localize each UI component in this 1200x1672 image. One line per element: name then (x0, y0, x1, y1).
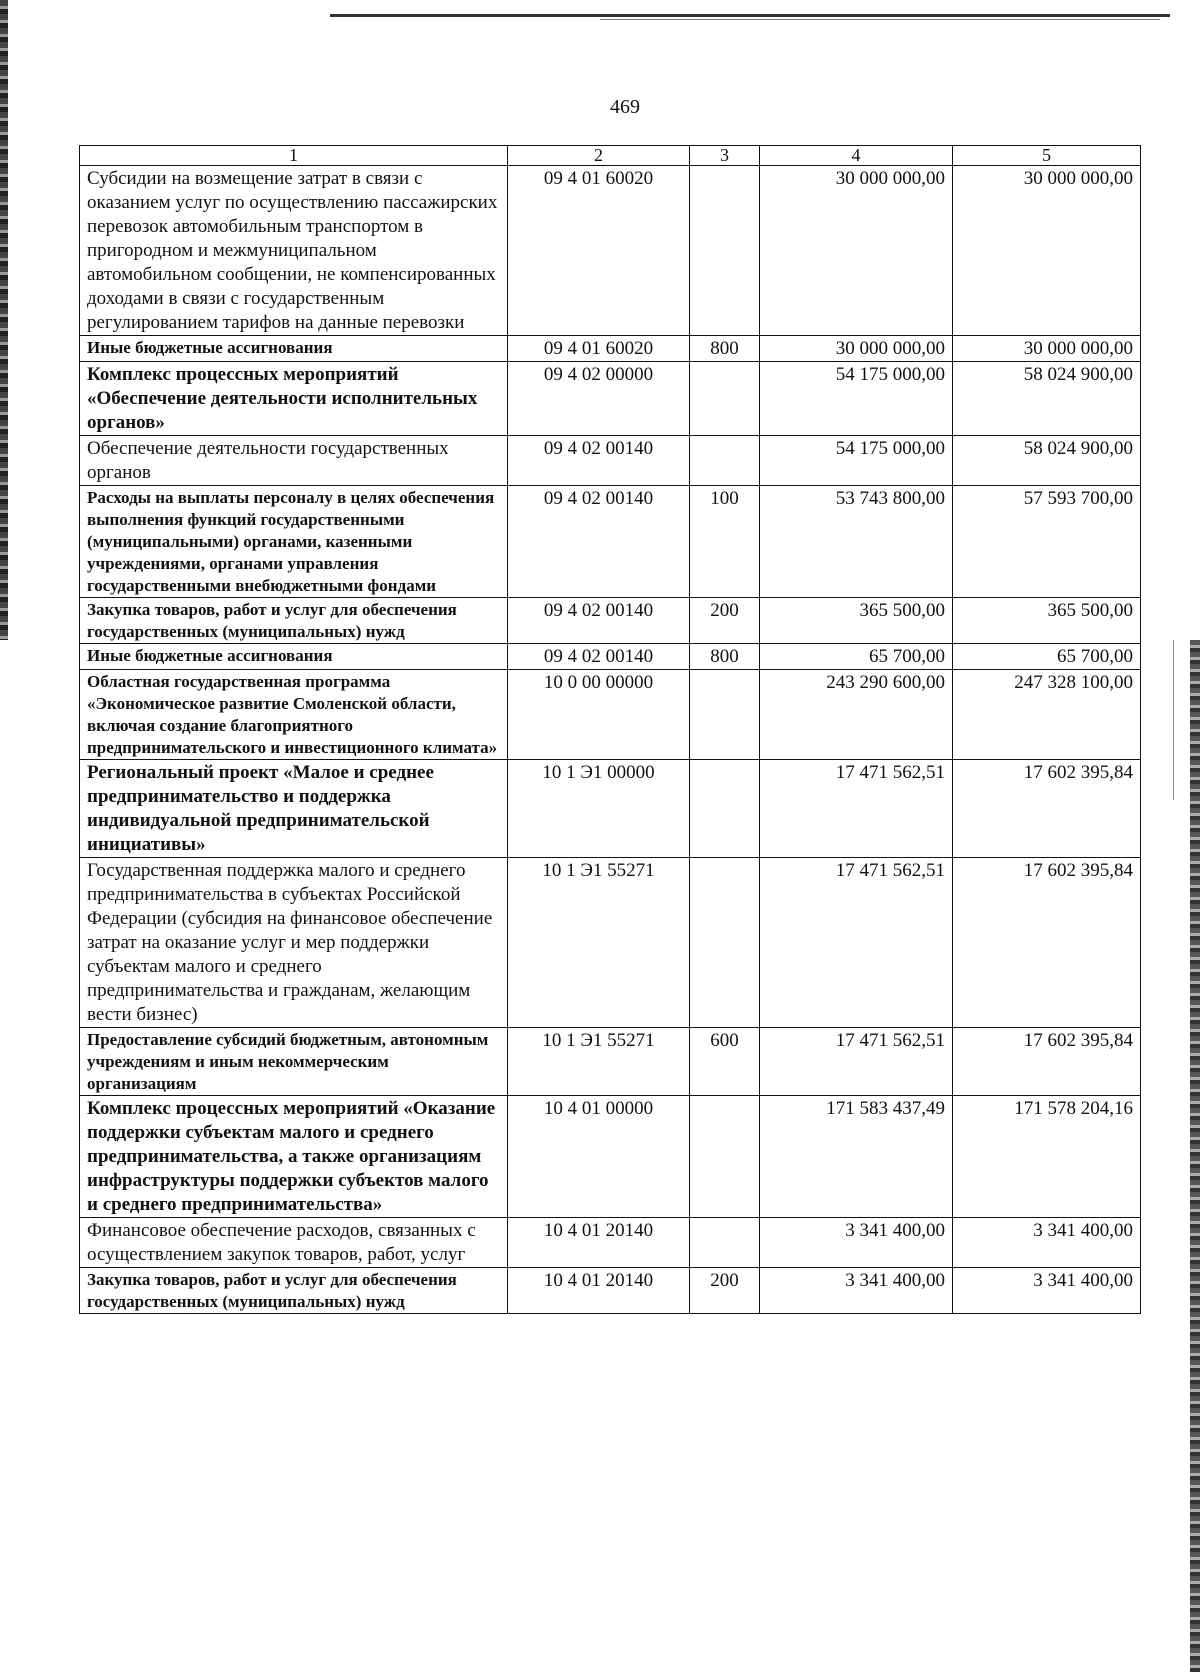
row-sum-1: 3 341 400,00 (760, 1268, 953, 1314)
table-row (80, 486, 1141, 598)
row-type (690, 436, 760, 486)
row-sum-2: 3 341 400,00 (953, 1268, 1141, 1314)
table-row (80, 336, 1141, 362)
row-sum-2: 57 593 700,00 (953, 486, 1141, 598)
row-type (690, 362, 760, 436)
table-row (80, 858, 1141, 1028)
row-name: Комплекс процессных мероприятий «Оказание поддержки субъектам малого и среднего предпринимательства, а также организациям инфраструктуры поддержки субъектов малого и среднего предпринимательства» (80, 1096, 508, 1218)
row-name: Финансовое обеспечение расходов, связанных с осуществлением закупок товаров, работ, услуг (80, 1218, 508, 1268)
row-sum-2: 171 578 204,16 (953, 1096, 1141, 1218)
scan-artifact-top (330, 14, 1170, 17)
row-type (690, 1096, 760, 1218)
row-sum-1: 54 175 000,00 (760, 436, 953, 486)
row-sum-2: 30 000 000,00 (953, 336, 1141, 362)
row-sum-2: 17 602 395,84 (953, 760, 1141, 858)
table-row (80, 1028, 1141, 1096)
row-code: 10 1 Э1 55271 (508, 1028, 690, 1096)
row-sum-1: 53 743 800,00 (760, 486, 953, 598)
row-sum-1: 30 000 000,00 (760, 336, 953, 362)
table-row (80, 1218, 1141, 1268)
row-type (690, 858, 760, 1028)
row-name: Обеспечение деятельности государственных органов (80, 436, 508, 486)
row-code: 09 4 02 00140 (508, 644, 690, 670)
row-sum-1: 17 471 562,51 (760, 1028, 953, 1096)
row-name: Областная государственная программа «Экономическое развитие Смоленской области, включая создание благоприятного предпринимательского и инвестиционного климата» (80, 670, 508, 760)
row-sum-2: 17 602 395,84 (953, 1028, 1141, 1096)
budget-table (79, 145, 1141, 1314)
row-name: Комплекс процессных мероприятий «Обеспечение деятельности исполнительных органов» (80, 362, 508, 436)
row-name: Региональный проект «Малое и среднее предпринимательство и поддержка индивидуальной предпринимательской инициативы» (80, 760, 508, 858)
table-row (80, 598, 1141, 644)
row-sum-2: 58 024 900,00 (953, 436, 1141, 486)
row-code: 09 4 01 60020 (508, 166, 690, 336)
row-code: 10 4 01 00000 (508, 1096, 690, 1218)
table-row (80, 760, 1141, 858)
header-col-5: 5 (953, 146, 1141, 166)
row-type: 800 (690, 336, 760, 362)
row-code: 09 4 01 60020 (508, 336, 690, 362)
row-sum-1: 30 000 000,00 (760, 166, 953, 336)
row-type (690, 1218, 760, 1268)
row-sum-2: 17 602 395,84 (953, 858, 1141, 1028)
row-sum-1: 17 471 562,51 (760, 760, 953, 858)
row-sum-1: 17 471 562,51 (760, 858, 953, 1028)
row-sum-2: 247 328 100,00 (953, 670, 1141, 760)
page-number: 469 (610, 96, 640, 118)
row-sum-1: 3 341 400,00 (760, 1218, 953, 1268)
row-sum-1: 243 290 600,00 (760, 670, 953, 760)
row-name: Предоставление субсидий бюджетным, автономным учреждениям и иным некоммерческим организациям (80, 1028, 508, 1096)
table-row (80, 670, 1141, 760)
header-col-4: 4 (760, 146, 953, 166)
scan-artifact-right-line (1173, 640, 1174, 800)
row-name: Иные бюджетные ассигнования (80, 644, 508, 670)
row-name: Расходы на выплаты персоналу в целях обеспечения выполнения функций государственными (муниципальными) органами, казенными учреждениями, органами управления государственными внебюджетными фондами (80, 486, 508, 598)
row-type: 200 (690, 598, 760, 644)
row-name: Закупка товаров, работ и услуг для обеспечения государственных (муниципальных) нужд (80, 1268, 508, 1314)
row-sum-1: 54 175 000,00 (760, 362, 953, 436)
table-header-row (80, 146, 1141, 166)
table-row (80, 1096, 1141, 1218)
row-code: 10 0 00 00000 (508, 670, 690, 760)
row-type: 100 (690, 486, 760, 598)
row-type (690, 760, 760, 858)
row-name: Субсидии на возмещение затрат в связи с оказанием услуг по осуществлению пассажирских перевозок автомобильным транспортом в пригородном и межмуниципальном автомобильном сообщении, не компенсированных доходами в связи с государственным регулированием тарифов на данные перевозки (80, 166, 508, 336)
row-code: 09 4 02 00140 (508, 598, 690, 644)
row-type: 600 (690, 1028, 760, 1096)
row-code: 10 1 Э1 00000 (508, 760, 690, 858)
scan-artifact-right-edge (1190, 640, 1200, 1672)
row-sum-2: 58 024 900,00 (953, 362, 1141, 436)
row-name: Закупка товаров, работ и услуг для обеспечения государственных (муниципальных) нужд (80, 598, 508, 644)
row-code: 09 4 02 00140 (508, 436, 690, 486)
row-code: 09 4 02 00140 (508, 486, 690, 598)
row-sum-2: 30 000 000,00 (953, 166, 1141, 336)
row-code: 10 4 01 20140 (508, 1268, 690, 1314)
row-name: Государственная поддержка малого и среднего предпринимательства в субъектах Российской Федерации (субсидия на финансовое обеспечение затрат на оказание услуг и мер поддержки субъектам малого и среднего предпринимательства и гражданам, желающим вести бизнес) (80, 858, 508, 1028)
row-sum-1: 365 500,00 (760, 598, 953, 644)
row-sum-2: 365 500,00 (953, 598, 1141, 644)
header-col-3: 3 (690, 146, 760, 166)
row-type: 200 (690, 1268, 760, 1314)
row-code: 09 4 02 00000 (508, 362, 690, 436)
table-row (80, 166, 1141, 336)
header-col-1: 1 (80, 146, 508, 166)
row-sum-1: 65 700,00 (760, 644, 953, 670)
row-sum-2: 3 341 400,00 (953, 1218, 1141, 1268)
row-code: 10 1 Э1 55271 (508, 858, 690, 1028)
table-row (80, 644, 1141, 670)
table-row (80, 362, 1141, 436)
row-sum-2: 65 700,00 (953, 644, 1141, 670)
row-type: 800 (690, 644, 760, 670)
row-name: Иные бюджетные ассигнования (80, 336, 508, 362)
header-col-2: 2 (508, 146, 690, 166)
row-type (690, 166, 760, 336)
row-sum-1: 171 583 437,49 (760, 1096, 953, 1218)
row-code: 10 4 01 20140 (508, 1218, 690, 1268)
scan-artifact-top-thin (600, 19, 1160, 20)
table-row (80, 1268, 1141, 1314)
row-type (690, 670, 760, 760)
table-row (80, 436, 1141, 486)
